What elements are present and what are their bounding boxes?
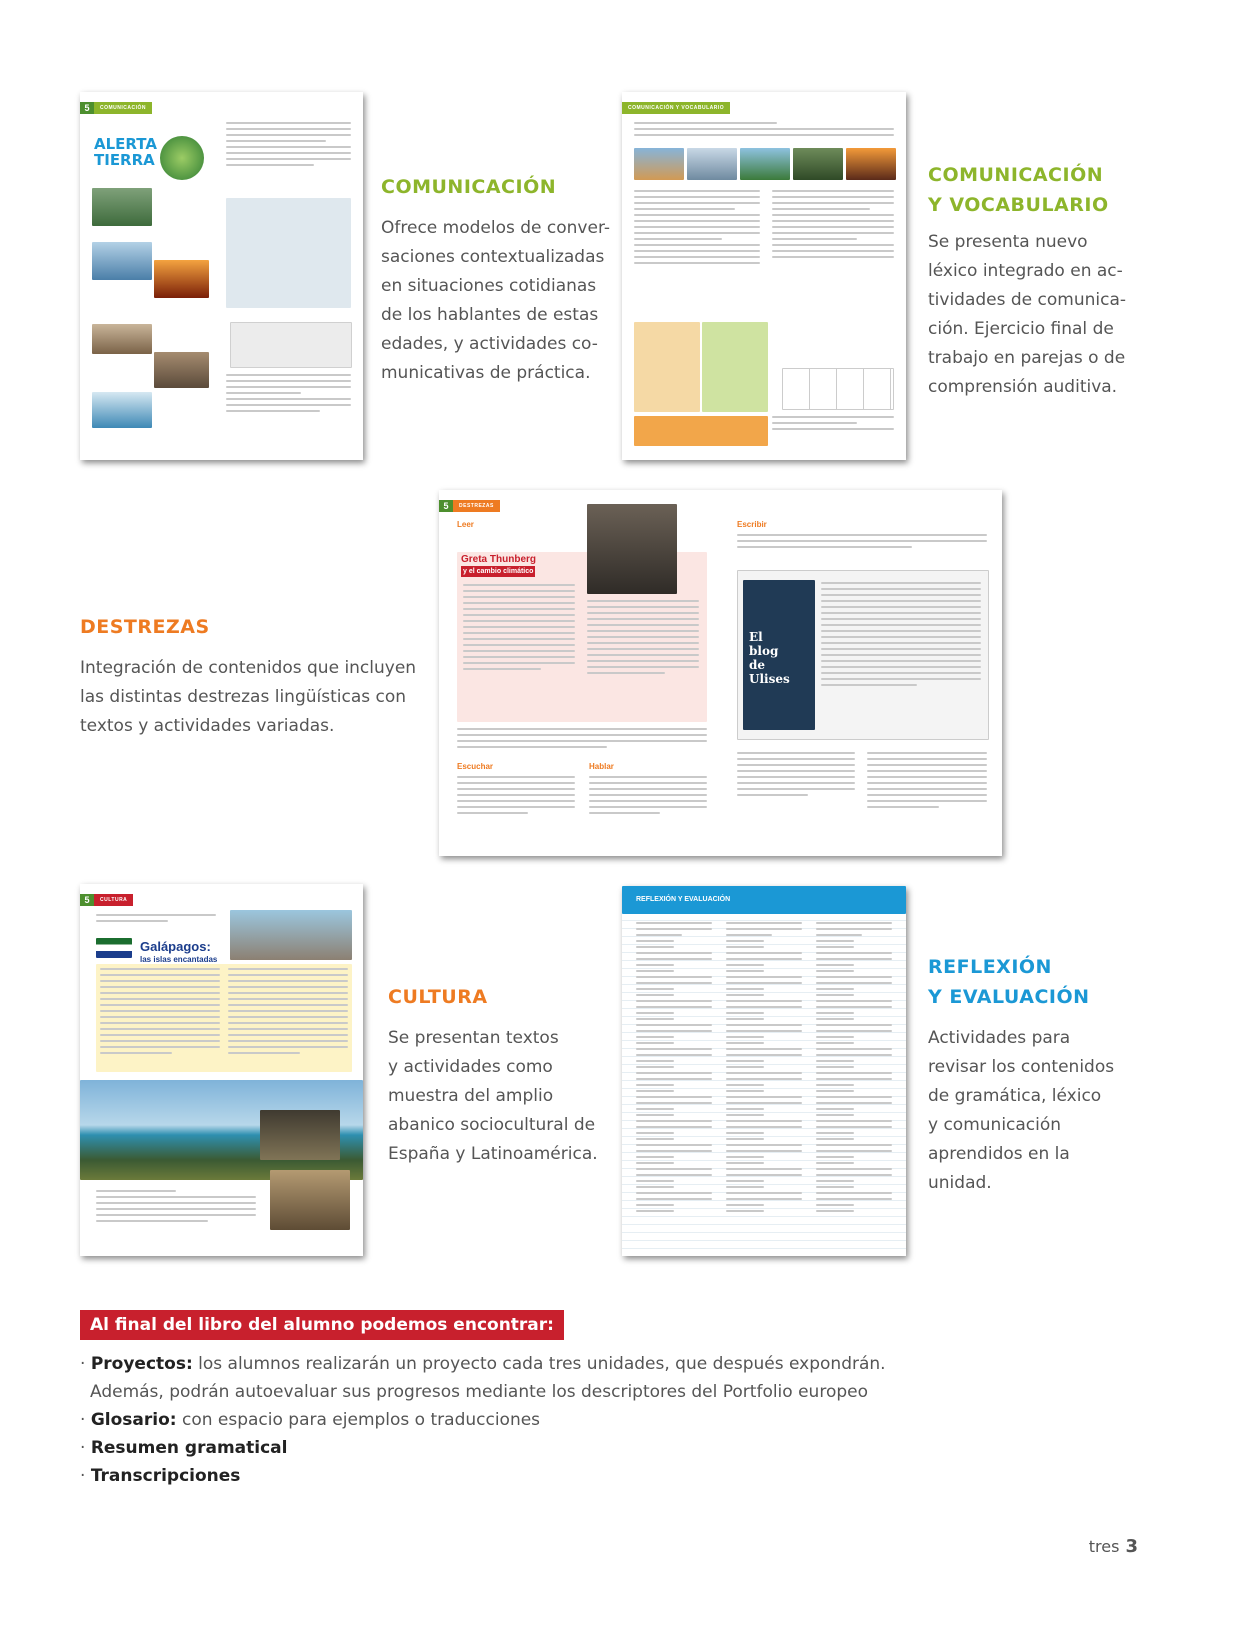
final-items-list (80, 1350, 886, 1490)
reflexion-description: Actividades para revisar los contenidos de gramática, léxico y comunicación aprendidos en la unidad. (928, 1028, 1115, 1193)
card-yellow (634, 322, 700, 412)
photo-1 (634, 148, 684, 180)
photo-ice (92, 242, 152, 280)
article-text-left (100, 968, 220, 1058)
unit-number: 5 (80, 894, 94, 906)
unit-number: 5 (439, 500, 453, 512)
final-banner: Al final del libro del alumno podemos encontrar: (80, 1310, 564, 1340)
photo-2 (687, 148, 737, 180)
photo-trees (154, 352, 209, 388)
page-header (80, 102, 152, 114)
escuchar-heading: Escuchar (457, 762, 494, 771)
escribir-heading: Escribir (737, 520, 767, 529)
photo-greta (587, 504, 677, 594)
blog-text (821, 582, 981, 690)
photo-sealions (230, 910, 352, 960)
alerta-tierra-logo: ALERTA TIERRA (94, 135, 157, 169)
thumbnail-cultura (80, 884, 363, 1256)
list-item: · Transcripciones (80, 1466, 241, 1486)
section-tag: DESTREZAS (453, 500, 500, 512)
leer-heading: Leer (457, 520, 474, 529)
photo-flood (92, 188, 152, 226)
page-header (439, 500, 500, 512)
text-block-left (634, 190, 760, 268)
section-tag: CULTURA (94, 894, 133, 906)
thumbnail-comunicacion (80, 92, 363, 460)
page-word: tres (1088, 1537, 1120, 1556)
flag-image (96, 938, 132, 958)
page-header (622, 102, 730, 114)
card-green (702, 322, 768, 412)
text-block-2 (226, 374, 351, 416)
earth-image (160, 136, 204, 180)
cultura-title: CULTURA (388, 986, 488, 1008)
escuchar-text (457, 776, 575, 818)
dialogue-box (226, 198, 351, 308)
escribir-text (737, 534, 987, 552)
vocabulario-description: Se presenta nuevo léxico integrado en ac- tividades de comunica- ción. Ejercicio final de trabajo en parejas o de comprensión auditiva. (928, 232, 1127, 397)
section-tag: COMUNICACIÓN Y VOCABULARIO (622, 102, 730, 114)
opinion-box (230, 322, 352, 368)
blog-title: El blog de Ulises (749, 630, 790, 686)
text-block (226, 122, 351, 170)
list-item: Además, podrán autoevaluar sus progresos mediante los descriptores del Portfolio europeo (90, 1382, 868, 1402)
comunicacion-title: COMUNICACIÓN (381, 176, 557, 198)
list-item: · Glosario: con espacio para ejemplos o traducciones (80, 1410, 541, 1430)
article-text-right (228, 968, 348, 1058)
column-3 (816, 922, 892, 1216)
destrezas-title: DESTREZAS (80, 616, 210, 638)
photo-iguana (260, 1110, 340, 1160)
list-item: · Resumen gramatical (80, 1438, 288, 1458)
questions-block (96, 1190, 256, 1226)
comunicacion-description: Ofrece modelos de conver- saciones contextualizadas en situaciones cotidianas de los hablantes de estas edades, y actividades co- municativas de práctica. (381, 218, 610, 383)
thumbnail-destrezas (439, 490, 1002, 856)
photo-5 (846, 148, 896, 180)
exercise-6 (867, 752, 987, 812)
questions-block (457, 728, 707, 752)
page-footer (1089, 1536, 1138, 1557)
section-tag: REFLEXIÓN Y EVALUACIÓN (636, 896, 731, 903)
cultura-headline: Galápagos: las islas encantadas (140, 939, 218, 964)
photo-tortoise (270, 1170, 350, 1230)
photo-fire (154, 260, 209, 298)
text-block (96, 914, 216, 926)
column-2 (726, 922, 802, 1216)
thumbnail-vocabulario (622, 92, 906, 460)
unit-number: 5 (80, 102, 94, 114)
article-title: Greta Thunberg y el cambio climático (461, 554, 537, 575)
vocabulario-title: COMUNICACIÓN Y VOCABULARIO (928, 164, 1109, 216)
text-block-right (772, 190, 894, 262)
destrezas-description: Integración de contenidos que incluyen las distintas destrezas lingüísticas con textos y actividades variadas. (80, 658, 417, 736)
photo-drought (92, 324, 152, 354)
page-number: 3 (1125, 1536, 1138, 1557)
photo-3 (740, 148, 790, 180)
section-tag: COMUNICACIÓN (94, 102, 152, 114)
text-block (634, 122, 894, 140)
page-header (80, 894, 133, 906)
photo-waves (92, 392, 152, 428)
cultura-description: Se presentan textos y actividades como muestra del amplio abanico sociocultural de España y Latinoamérica. (388, 1028, 598, 1164)
list-item: · Proyectos: los alumnos realizarán un proyecto cada tres unidades, que después expondrán. (80, 1354, 886, 1374)
photo-4 (793, 148, 843, 180)
column-1 (636, 922, 712, 1216)
thumbnail-reflexion (622, 886, 906, 1256)
hablar-text (589, 776, 707, 818)
article-text-right (587, 600, 699, 678)
article-text-left (463, 584, 575, 674)
exercise-5 (737, 752, 855, 800)
card-orange (634, 416, 768, 446)
table-grid (782, 368, 894, 410)
reflexion-title: REFLEXIÓN Y EVALUACIÓN (928, 956, 1090, 1008)
hablar-heading: Hablar (589, 762, 614, 771)
text-block-3 (772, 416, 894, 434)
